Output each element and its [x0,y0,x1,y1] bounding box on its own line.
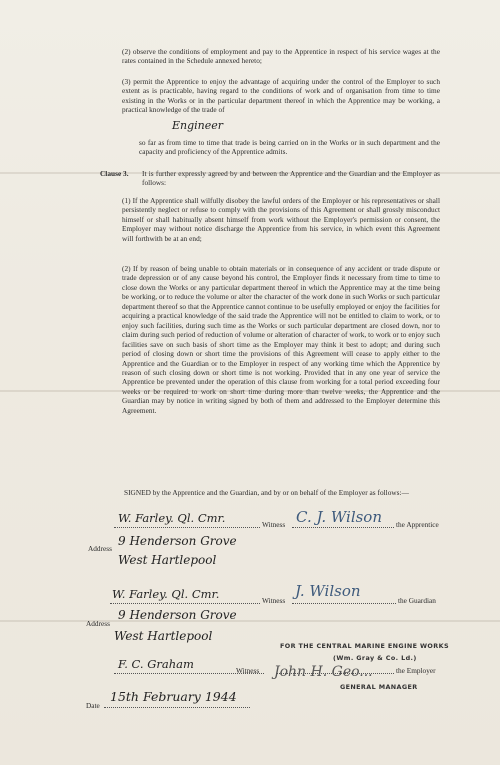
apprentice-signature: C. J. Wilson [296,508,383,526]
clause2-item3-paragraph: (3) permit the Apprentice to enjoy the advantage of acquiring under the control of the Employer to such extent as is practicable, having regard to the conditions of work and of organisation from time to time existing in the Works or in the particular department thereof in which the Apprentice may be working, a practical knowledge of the trade of [122,77,440,115]
address2-line1: 9 Henderson Grove [118,608,237,622]
employer-signature: John H. Geo... [274,664,373,680]
apprentice-line [292,527,394,528]
employer-stamp-line1: FOR THE CENTRAL MARINE ENGINE WORKS [280,642,449,650]
clause2-item3-continuation: so far as from time to time that trade is being carried on in the Works or in such department and the capacity and proficiency of the Apprentice admits. [139,138,440,157]
guardian-signature: J. Wilson [295,582,361,600]
paper-fold [0,620,500,622]
address1-line1: 9 Henderson Grove [118,534,237,548]
apprentice-label: the Apprentice [396,520,439,529]
clause3-item1-paragraph: (1) If the Apprentice shall wilfully disobey the lawful orders of the Employer or his representatives or shall persistently neglect or refuse to comply with the provisions of this Agreement or shall grossly misconduct himself or shall habitually absent himself from work without the Employer's permission or consent, the Employer may without notice discharge the Apprentice from his service, in which event this Agreement will forthwith be at an end; [122,196,440,243]
address1-label: Address [88,544,112,553]
clause3-intro: It is further expressly agreed by and between the Apprentice and the Guardian and the Employer as follows: [142,169,440,188]
address2-label: Address [86,619,110,628]
clause3-item2-paragraph: (2) If by reason of being unable to obtain materials or in consequence of any accident or trade dispute or trade depression or of any cause beyond his control, the Employer finds it necessary from time to time to close down the Works or any particular department thereof in which the Apprentice may at the time being be working, or to reduce the volume or alter the character of the work done in such Works or such particular department thereof so that the Apprentice cannot continue to be usefully employed or enjoy the facilities for acquiring a practical knowledge of the said trade the Apprentice will not be entitled to claim to work, or to enjoy such facilities, during such time as the Works or such particular department are closed down, nor to claim during such period of reduction of volume or alteration of character of work, to work or to enjoy such facilities save on such basis of short time as the Employer may think it best to adopt; and during such period of closing down or short time the provisions of this Agreement will cease to apply either to the Apprentice and the Guardian or to the Employer in respect of any working time which the Apprentice by reason of such closing down or short time is not working. Provided that in any one year of service the Apprentice be prevented under the operation of this clause from working for a total period exceeding four weeks or be required to work on short time during more than twelve weeks, the Apprentice and the Guardian may by notice in writing signed by both of them and addressed to the Employer determine this Agreement. [122,264,440,415]
date-label: Date [86,701,100,710]
witness3-signature: F. C. Graham [118,657,194,671]
witness2-line [110,603,260,604]
employer-line [276,673,394,674]
address1-line2: West Hartlepool [118,553,217,567]
date-line [104,707,250,708]
witness1-label: Witness [262,520,286,529]
witness1-line [114,527,260,528]
employer-stamp-line2: (Wm. Gray & Co. Ld.) [333,654,417,662]
employer-stamp-line3: GENERAL MANAGER [340,683,418,691]
trade-handwritten: Engineer [172,119,224,132]
witness1-signature: W. Farley. Ql. Cmr. [118,511,226,525]
clause3-heading: Clause 3. [100,169,129,178]
employer-label: the Employer [396,666,436,675]
clause2-item2-paragraph: (2) observe the conditions of employment and pay to the Apprentice in respect of his service wages at the rates contained in the Schedule annexed hereto; [122,47,440,66]
guardian-label: the Guardian [398,596,436,605]
date-handwritten: 15th February 1944 [110,689,237,704]
witness3-label: Witness [236,666,260,675]
address2-line2: West Hartlepool [114,629,213,643]
signed-statement: SIGNED by the Apprentice and the Guardian, and by or on behalf of the Employer as follows:— [124,488,409,497]
witness2-label: Witness [262,596,286,605]
witness2-signature: W. Farley. Ql. Cmr. [112,587,220,601]
guardian-line [292,603,396,604]
